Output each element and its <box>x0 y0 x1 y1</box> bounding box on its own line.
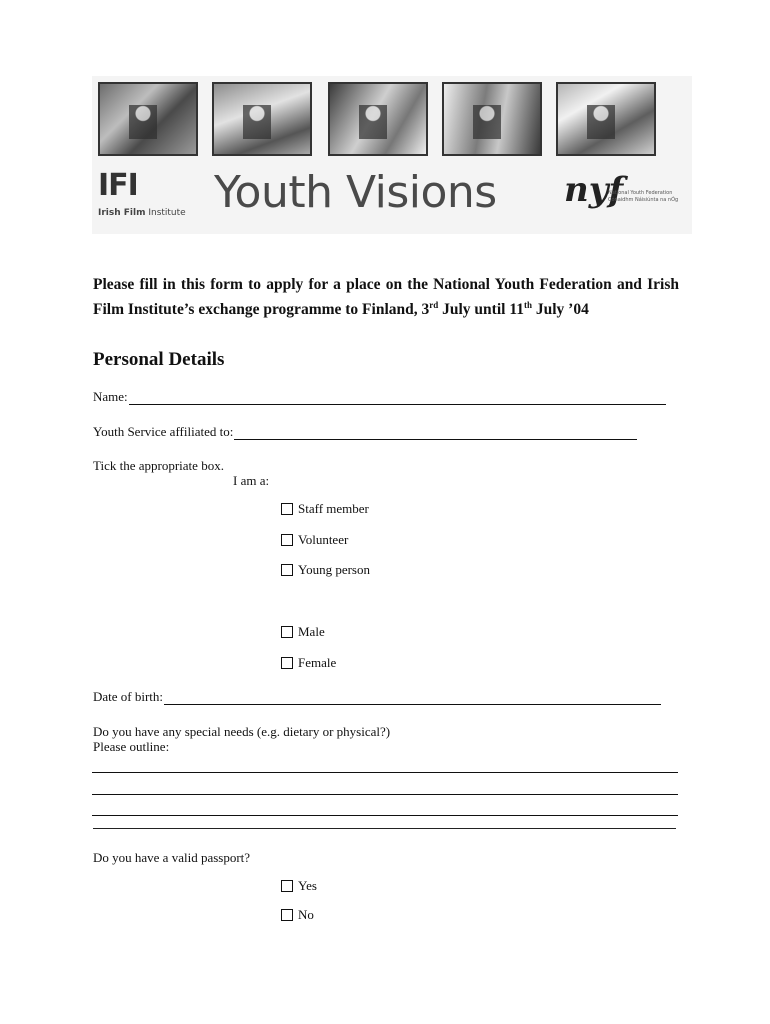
dob-input-line[interactable] <box>164 692 661 705</box>
option-male[interactable]: Male <box>281 624 325 640</box>
option-no[interactable]: No <box>281 907 314 923</box>
checkbox[interactable] <box>281 909 293 921</box>
name-field[interactable] <box>93 389 666 405</box>
photo-classroom <box>328 82 428 156</box>
header-banner <box>92 76 692 234</box>
ifi-name: Irish Film Institute <box>98 208 186 218</box>
nyf-logo <box>564 172 684 222</box>
outline-line-1[interactable] <box>92 772 678 773</box>
outline-line-4[interactable] <box>93 828 676 829</box>
checkbox[interactable] <box>281 534 293 546</box>
youth-service-label: Youth Service affiliated to: <box>93 424 234 439</box>
youth-visions-title: Youth Visions <box>214 167 497 218</box>
photo-band <box>98 82 198 156</box>
checkbox[interactable] <box>281 657 293 669</box>
option-yes[interactable]: Yes <box>281 878 317 894</box>
option-young-person[interactable]: Young person <box>281 562 370 578</box>
youth-service-field[interactable] <box>93 424 637 440</box>
passport-question: Do you have a valid passport? <box>93 850 251 865</box>
nyf-text: National Youth Federation Cónaidhm Náisiúnta na nÓg <box>608 190 679 203</box>
outline-line-3[interactable] <box>92 815 678 816</box>
outline-line-2[interactable] <box>92 794 678 795</box>
photo-editing <box>556 82 656 156</box>
iam-label: I am a: <box>233 473 270 488</box>
intro-paragraph: Please fill in this form to apply for a place on the National Youth Federation and Irish Film Institute’s exchange programme to Finland, 3rd July until 11th July ’04 <box>93 276 679 319</box>
outline-label: Please outline: <box>93 739 170 754</box>
option-staff-member[interactable]: Staff member <box>281 501 369 517</box>
checkbox[interactable] <box>281 626 293 638</box>
tick-instruction: Tick the appropriate box. <box>93 458 224 473</box>
ifi-logo <box>98 170 190 226</box>
special-needs-question: Do you have any special needs (e.g. dietary or physical?) <box>93 724 391 739</box>
ifi-mark: IFI <box>98 168 138 203</box>
dob-label: Date of birth: <box>93 689 164 704</box>
dob-field[interactable] <box>93 689 661 705</box>
photo-film-crew <box>442 82 542 156</box>
youth-service-input-line[interactable] <box>234 427 637 440</box>
checkbox[interactable] <box>281 564 293 576</box>
nyf-mark: nyf <box>564 170 624 210</box>
name-label: Name: <box>93 389 128 404</box>
checkbox[interactable] <box>281 503 293 515</box>
checkbox[interactable] <box>281 880 293 892</box>
option-female[interactable]: Female <box>281 655 336 671</box>
photo-street <box>212 82 312 156</box>
option-volunteer[interactable]: Volunteer <box>281 532 348 548</box>
section-title: Personal Details <box>93 349 225 370</box>
name-input-line[interactable] <box>129 392 666 405</box>
